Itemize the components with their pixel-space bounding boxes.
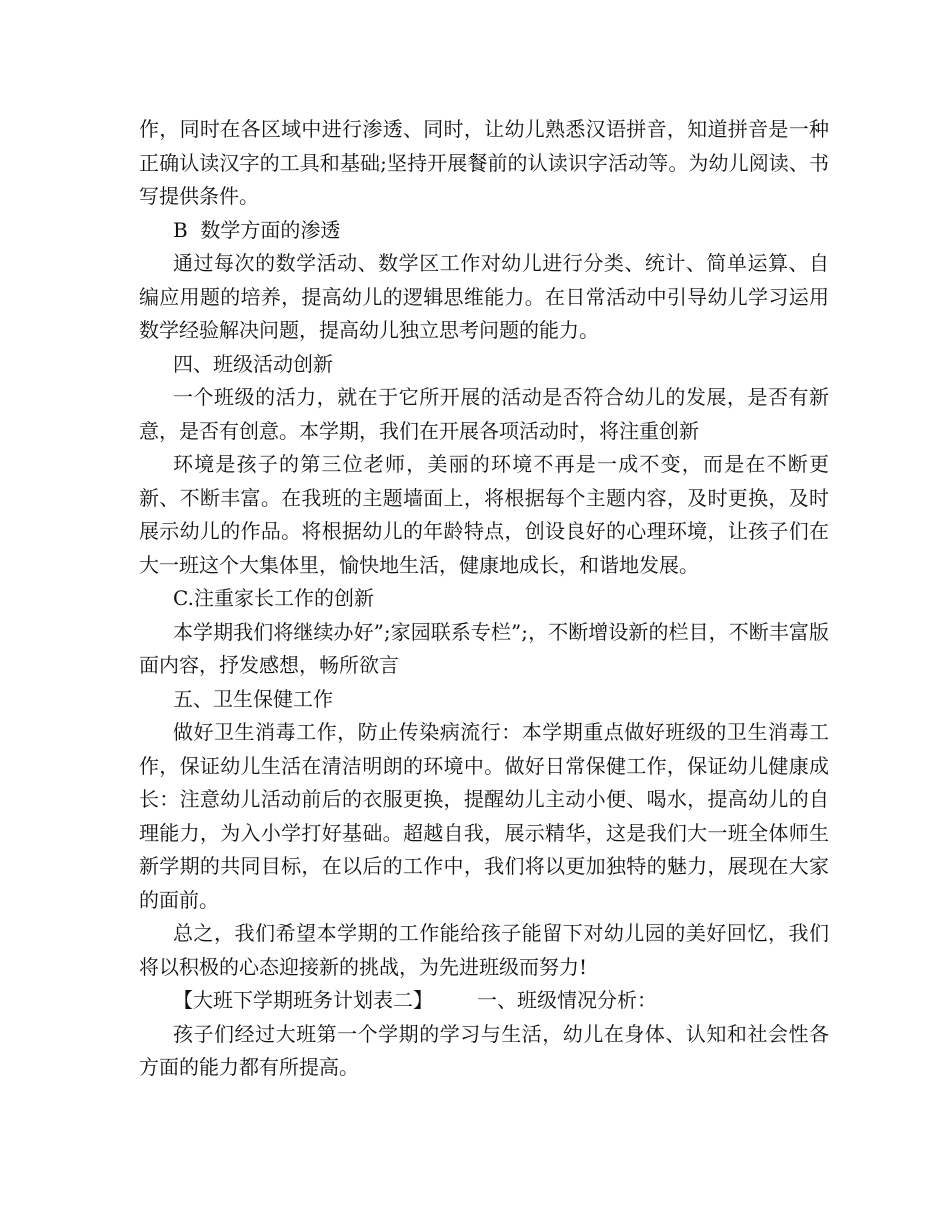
heading-health-care: 五、卫生保健工作 — [173, 686, 333, 711]
paragraph-class-analysis: 孩子们经过大班第一个学期的学习与生活，幼儿在身体、认知和社会性各方面的能力都有所提高。 — [139, 1021, 829, 1079]
paragraph-pinyin-continued: 作，同时在各区域中进行渗透、同时，让幼儿熟悉汉语拼音，知道拼音是一种正确认读汉字的工具和基础;坚持开展餐前的认读识字活动等。为幼儿阅读、书写提供条件。 — [139, 117, 829, 208]
section-subtitle: 一、班级情况分析： — [477, 988, 657, 1012]
section-title-line — [139, 984, 829, 1018]
paragraph-conclusion: 总之，我们希望本学期的工作能给孩子能留下对幼儿园的美好回忆，我们将以积极的心态迎接新的挑战，为先进班级而努力! — [139, 921, 829, 979]
heading-math-penetration: B 数学方面的渗透 — [173, 217, 341, 242]
paragraph-math-activities: 通过每次的数学活动、数学区工作对幼儿进行分类、统计、简单运算、自编应用题的培养，提高幼儿的逻辑思维能力。在日常活动中引导幼儿学习运用数学经验解决问题，提高幼儿独立思考问题的能力。 — [139, 251, 829, 342]
paragraph-hygiene-disinfection: 做好卫生消毒工作，防止传染病流行：本学期重点做好班级的卫生消毒工作，保证幼儿生活在清洁明朗的环境中。做好日常保健工作，保证幼儿健康成长：注意幼儿活动前后的衣服更换，提醒幼儿主动小便、喝水，提高幼儿的自理能力，为入小学打好基础。超越自我，展示精华，这是我们大一班全体师生新学期的共同目标，在以后的工作中，我们将以更加独特的魅力，展现在大家的面前。 — [139, 720, 829, 912]
document-body — [139, 113, 829, 1085]
heading-parent-work-innovation: C.注重家长工作的创新 — [173, 586, 374, 610]
heading-class-activity-innovation: 四、班级活动创新 — [173, 351, 333, 376]
paragraph-home-school-column: 本学期我们将继续办好”;家园联系专栏”;，不断增设新的栏目，不断丰富版面内容，抒发感想，畅所欲言 — [139, 619, 829, 677]
paragraph-class-vitality: 一个班级的活力，就在于它所开展的活动是否符合幼儿的发展，是否有新意，是否有创意。本学期，我们在开展各项活动时，将注重创新 — [139, 385, 829, 443]
paragraph-environment: 环境是孩子的第三位老师，美丽的环境不再是一成不变，而是在不断更新、不断丰富。在我班的主题墙面上，将根据每个主题内容，及时更换，及时展示幼儿的作品。将根据幼儿的年龄特点，创设良好的心理环境，让孩子们在大一班这个大集体里，愉快地生活，健康地成长，和谐地发展。 — [139, 452, 829, 577]
section-title: 【大班下学期班务计划表二】 — [173, 988, 433, 1012]
